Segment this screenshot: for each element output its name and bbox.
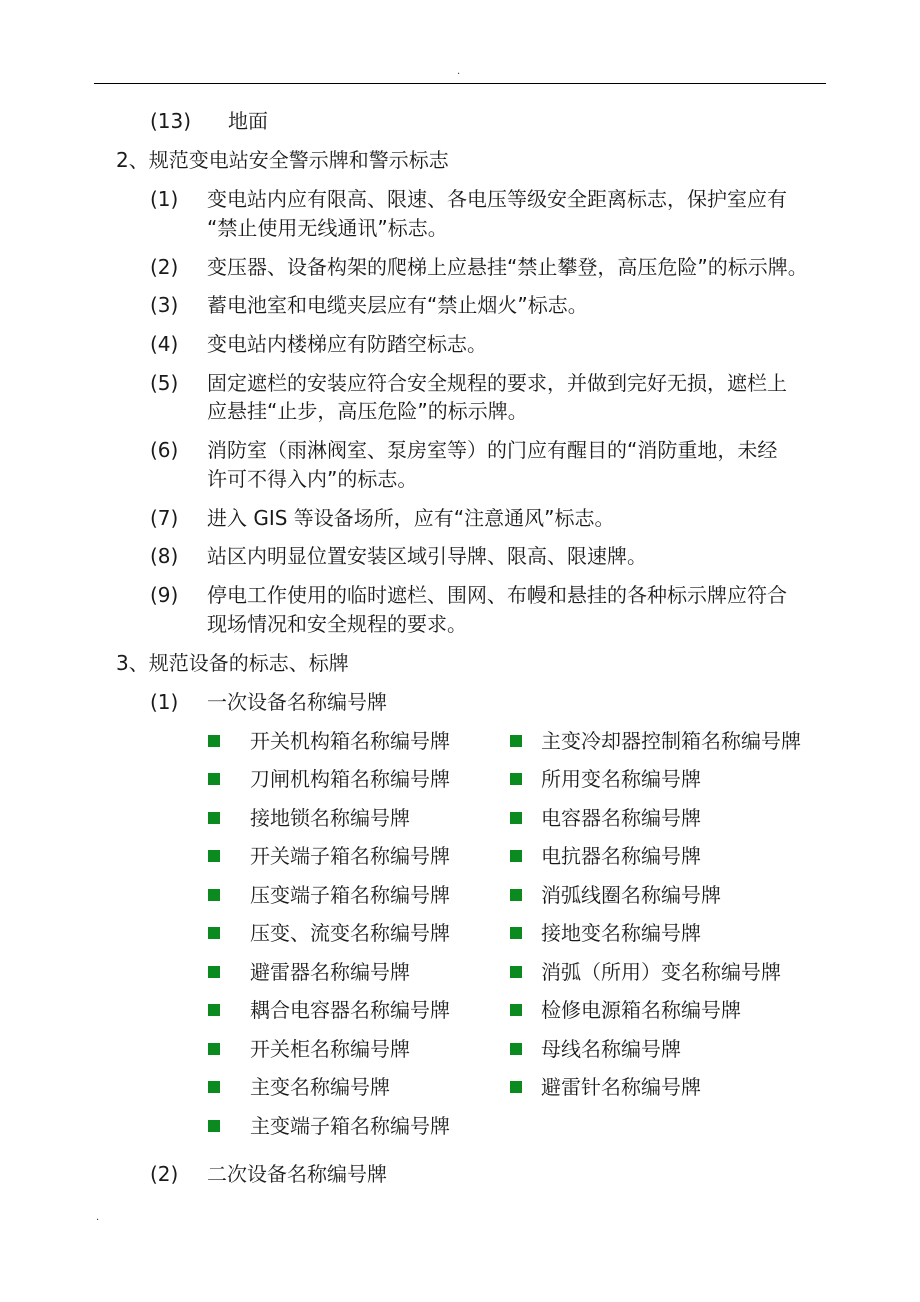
- section-2-item-text-cont: 现场情况和安全规程的要求。: [207, 612, 467, 636]
- header-rule: [94, 83, 826, 84]
- square-bullet-icon: [208, 966, 220, 978]
- header-dot: .: [457, 66, 461, 77]
- section-2-item-num: (3): [150, 293, 179, 317]
- left-list-label: 主变端子箱名称编号牌: [250, 1114, 450, 1138]
- section-2-item-num: (4): [150, 332, 179, 356]
- section-2-item-text: 站区内明显位置安装区域引导牌、限高、限速牌。: [207, 544, 647, 568]
- section-2-item-num: (2): [150, 255, 179, 279]
- right-list-label: 接地变名称编号牌: [541, 921, 701, 945]
- item-13-text: 地面: [228, 109, 268, 133]
- section-2-item-text-cont: 应悬挂“止步，高压危险”的标示牌。: [207, 399, 528, 423]
- left-list-label: 压变、流变名称编号牌: [250, 921, 450, 945]
- square-bullet-icon: [208, 850, 220, 862]
- square-bullet-icon: [208, 889, 220, 901]
- square-bullet-icon: [510, 1004, 522, 1016]
- square-bullet-icon: [208, 1120, 220, 1132]
- square-bullet-icon: [208, 1081, 220, 1093]
- square-bullet-icon: [510, 1081, 522, 1093]
- square-bullet-icon: [208, 812, 220, 824]
- right-list-label: 消弧（所用）变名称编号牌: [541, 960, 781, 984]
- right-list-label: 所用变名称编号牌: [541, 767, 701, 791]
- section-2-item-num: (6): [150, 438, 179, 462]
- footer-dot: .: [96, 1212, 100, 1223]
- square-bullet-icon: [510, 773, 522, 785]
- section-3-sub2-number: (2): [150, 1162, 179, 1186]
- left-list-label: 耦合电容器名称编号牌: [250, 998, 450, 1022]
- left-list-label: 刀闸机构箱名称编号牌: [250, 767, 450, 791]
- section-2-item-text: 变电站内应有限高、限速、各电压等级安全距离标志，保护室应有: [207, 187, 787, 211]
- section-2-item-text-cont: 许可不得入内”的标志。: [207, 467, 418, 491]
- right-list-label: 检修电源箱名称编号牌: [541, 998, 741, 1022]
- item-13-number: (13): [150, 109, 192, 133]
- right-list-label: 避雷针名称编号牌: [541, 1075, 701, 1099]
- right-list-label: 电抗器名称编号牌: [541, 844, 701, 868]
- square-bullet-icon: [510, 966, 522, 978]
- left-list-label: 开关机构箱名称编号牌: [250, 729, 450, 753]
- left-list-label: 开关柜名称编号牌: [250, 1037, 410, 1061]
- section-3-sub1-number: (1): [150, 690, 179, 714]
- square-bullet-icon: [510, 889, 522, 901]
- square-bullet-icon: [510, 735, 522, 747]
- section-2-item-text-cont: “禁止使用无线通讯”标志。: [207, 216, 448, 240]
- section-2-item-text: 消防室（雨淋阀室、泵房室等）的门应有醒目的“消防重地，未经: [207, 438, 778, 462]
- section-2-item-text: 变压器、设备构架的爬梯上应悬挂“禁止攀登，高压危险”的标示牌。: [207, 255, 808, 279]
- left-list-label: 主变名称编号牌: [250, 1075, 390, 1099]
- square-bullet-icon: [510, 927, 522, 939]
- right-list-label: 消弧线圈名称编号牌: [541, 883, 721, 907]
- section-2-item-num: (1): [150, 187, 179, 211]
- section-2-item-text: 变电站内楼梯应有防踏空标志。: [207, 332, 487, 356]
- square-bullet-icon: [510, 1043, 522, 1055]
- section-2-item-text: 进入 GIS 等设备场所，应有“注意通风”标志。: [207, 506, 615, 530]
- left-list-label: 接地锁名称编号牌: [250, 806, 410, 830]
- section-2-item-num: (8): [150, 544, 179, 568]
- left-list-label: 压变端子箱名称编号牌: [250, 883, 450, 907]
- section-2-item-text: 蓄电池室和电缆夹层应有“禁止烟火”标志。: [207, 293, 588, 317]
- section-3-sub1-title: 一次设备名称编号牌: [207, 690, 387, 714]
- square-bullet-icon: [208, 735, 220, 747]
- square-bullet-icon: [208, 1004, 220, 1016]
- section-2-item-text: 停电工作使用的临时遮栏、围网、布幔和悬挂的各种标示牌应符合: [207, 583, 787, 607]
- square-bullet-icon: [208, 1043, 220, 1055]
- section-3-sub2-title: 二次设备名称编号牌: [207, 1162, 387, 1186]
- left-list-label: 开关端子箱名称编号牌: [250, 844, 450, 868]
- section-2-item-text: 固定遮栏的安装应符合安全规程的要求，并做到完好无损，遮栏上: [207, 371, 787, 395]
- section-2-item-num: (5): [150, 371, 179, 395]
- square-bullet-icon: [510, 850, 522, 862]
- section-3-title: 3、规范设备的标志、标牌: [116, 651, 349, 675]
- left-list-label: 避雷器名称编号牌: [250, 960, 410, 984]
- right-list-label: 母线名称编号牌: [541, 1037, 681, 1061]
- section-2-title: 2、规范变电站安全警示牌和警示标志: [116, 148, 449, 172]
- right-list-label: 电容器名称编号牌: [541, 806, 701, 830]
- square-bullet-icon: [208, 773, 220, 785]
- right-list-label: 主变冷却器控制箱名称编号牌: [541, 729, 801, 753]
- section-2-item-num: (9): [150, 583, 179, 607]
- square-bullet-icon: [208, 927, 220, 939]
- square-bullet-icon: [510, 812, 522, 824]
- section-2-item-num: (7): [150, 506, 179, 530]
